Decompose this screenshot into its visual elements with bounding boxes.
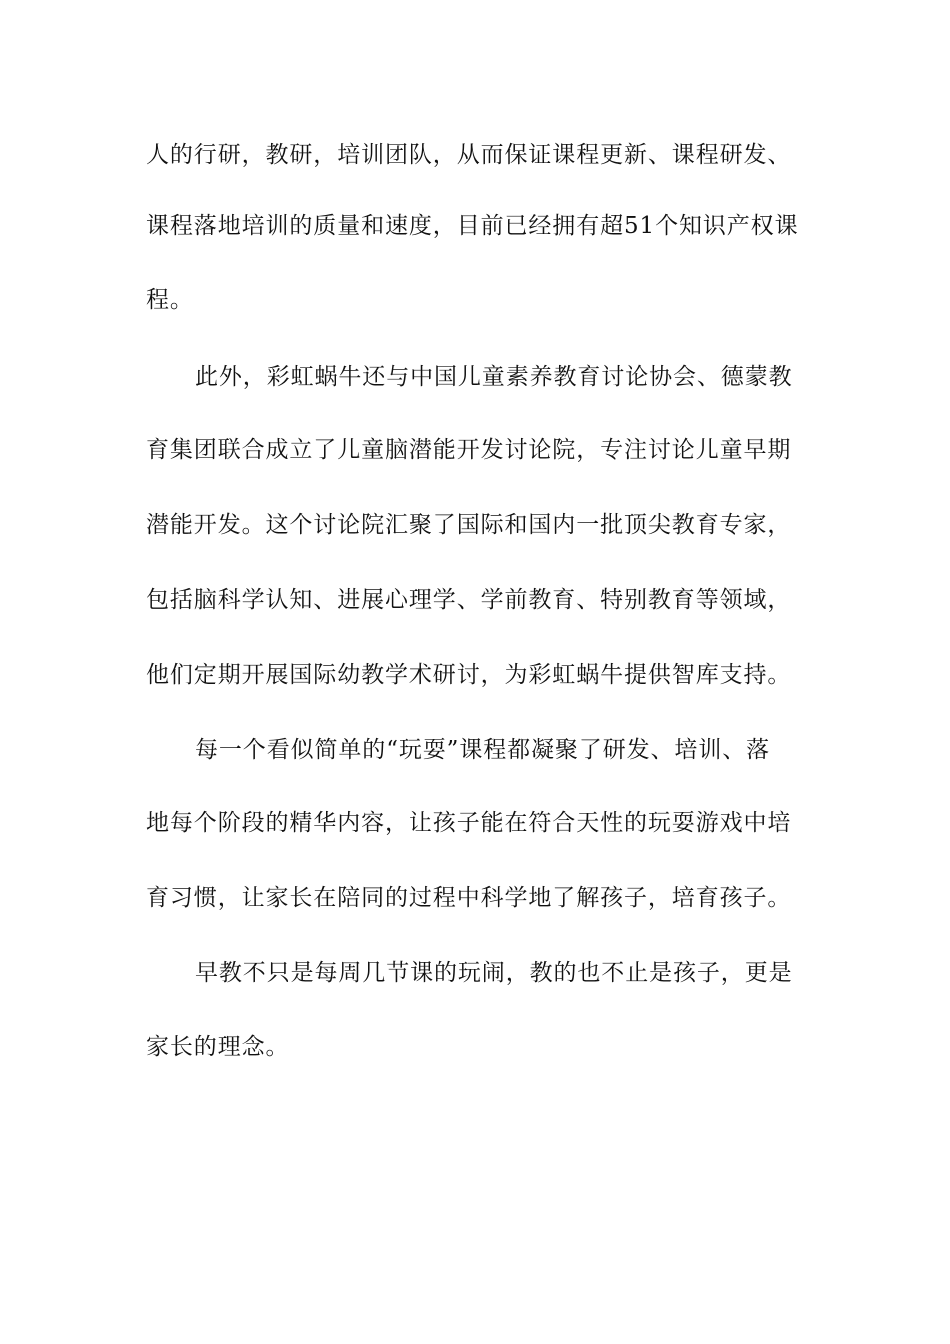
text-line: 课程落地培训的质量和速度，目前已经拥有超51个知识产权课: [146, 213, 799, 239]
text-line: 潜能开发。这个讨论院汇聚了国际和国内一批顶尖教育专家，: [146, 512, 792, 538]
text-line: 育习惯，让家长在陪同的过程中科学地了解孩子，培育孩子。: [146, 885, 792, 911]
paragraph-start-line: 每一个看似简单的“玩耍”课程都凝聚了研发、培训、落: [195, 737, 771, 763]
text-line: 他们定期开展国际幼教学术研讨，为彩虹蜗牛提供智库支持。: [146, 662, 792, 688]
text-line: 育集团联合成立了儿童脑潜能开发讨论院，专注讨论儿童早期: [146, 437, 792, 463]
paragraph-start-line: 早教不只是每周几节课的玩闹，教的也不止是孩子，更是: [195, 960, 793, 986]
text-line: 程。: [146, 287, 194, 313]
text-line: 家长的理念。: [146, 1034, 290, 1060]
paragraph-start-line: 此外，彩虹蜗牛还与中国儿童素养教育讨论协会、德蒙教: [195, 364, 793, 390]
text-line: 地每个阶段的精华内容，让孩子能在符合天性的玩耍游戏中培: [146, 810, 792, 836]
text-line: 包括脑科学认知、进展心理学、学前教育、特别教育等领域，: [146, 587, 792, 613]
text-line: 人的行研，教研，培训团队，从而保证课程更新、课程研发、: [146, 142, 792, 168]
